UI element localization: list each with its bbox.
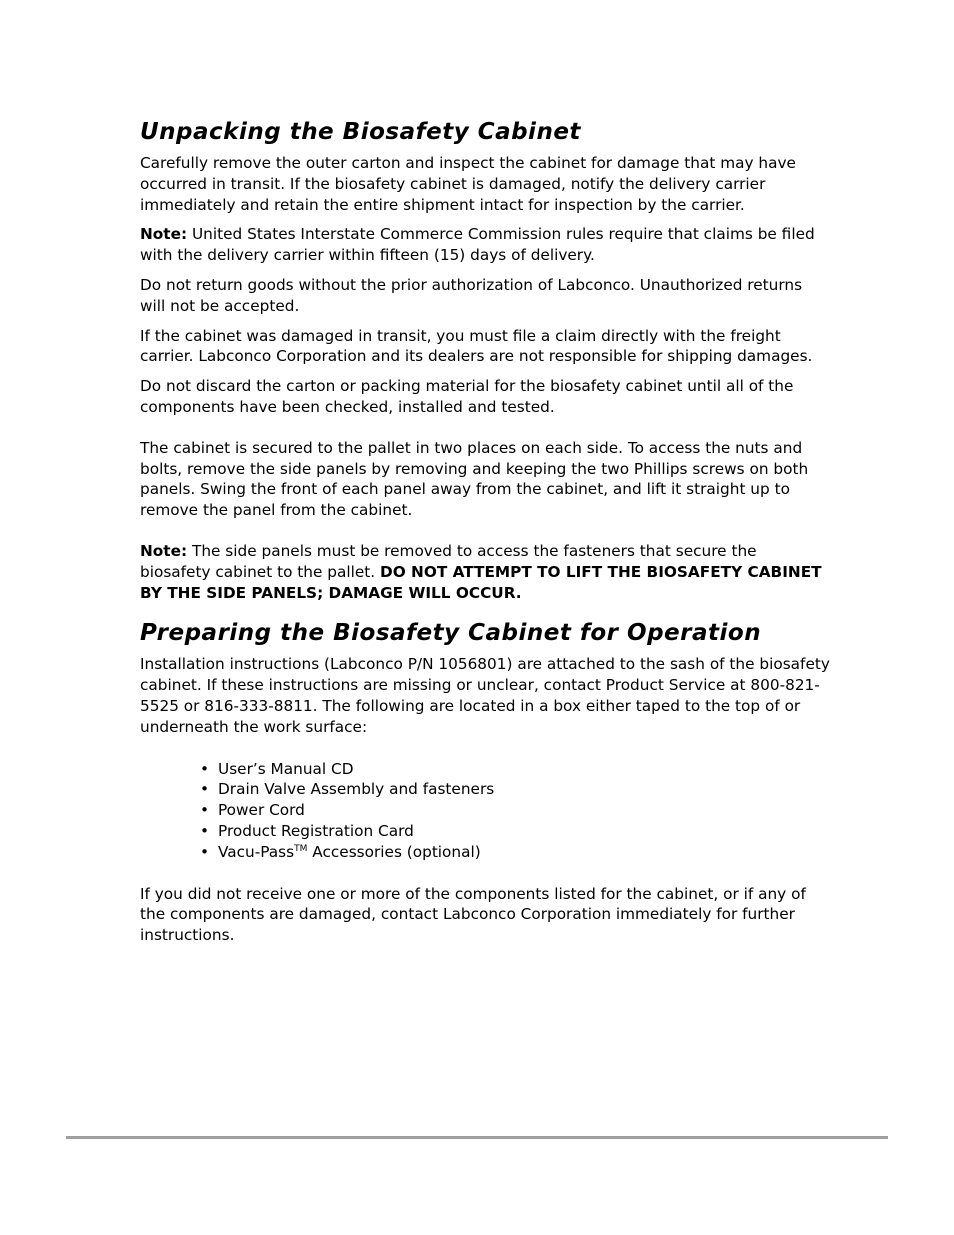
list-item xyxy=(200,800,830,821)
list-item xyxy=(200,759,830,780)
warning-text: DO NOT ATTEMPT TO LIFT THE BIOSAFETY CABINET BY THE SIDE PANELS; DAMAGE WILL OCCUR. xyxy=(140,562,822,602)
footer-divider xyxy=(66,1136,888,1139)
list-item-label-prefix: Vacu-Pass xyxy=(218,842,295,861)
list-item xyxy=(200,821,830,842)
trademark-mark: TM xyxy=(294,843,308,854)
note-text: United States Interstate Commerce Commission rules require that claims be filed with the delivery carrier within fifteen (15) days of delivery. xyxy=(140,225,815,265)
list-item-label: User’s Manual CD xyxy=(218,759,354,778)
bullet-icon: • xyxy=(200,842,210,861)
paragraph-discard-carton: Do not discard the carton or packing material for the biosafety cabinet until all of the components have been checked, installed and tested. xyxy=(140,377,794,416)
paragraph-note-claims xyxy=(140,224,830,266)
list-item-label: Drain Valve Assembly and fasteners xyxy=(218,780,495,799)
list-item xyxy=(200,842,830,863)
bullet-icon: • xyxy=(200,759,210,778)
bullet-icon: • xyxy=(200,801,210,820)
paragraph-installation-instructions: Installation instructions (Labconco P/N 1056801) are attached to the sash of the biosafety cabinet. If these instructions are missing or unclear, contact Product Service at 800-821-5525 or 816-333-8811. The following are located in a box either taped to the top of or underneath the work surface: xyxy=(140,655,830,736)
paragraph-returns: Do not return goods without the prior authorization of Labconco. Unauthorized returns will not be accepted. xyxy=(140,275,803,315)
list-item-label: Product Registration Card xyxy=(218,821,414,840)
list-item-label: Power Cord xyxy=(218,801,305,820)
section-heading-unpacking: Unpacking the Biosafety Cabinet xyxy=(140,119,581,145)
paragraph-freight-claim: If the cabinet was damaged in transit, you must file a claim directly with the freight carrier. Labconco Corporation and its dealers are not responsible for shipping damages. xyxy=(140,326,813,366)
note-label: Note: xyxy=(140,225,188,244)
bullet-icon: • xyxy=(200,780,210,799)
components-list xyxy=(140,759,830,863)
list-item-label-suffix: Accessories (optional) xyxy=(307,842,481,861)
paragraph-pallet-panels: The cabinet is secured to the pallet in two places on each side. To access the nuts and bolts, remove the side panels by removing and keeping the two Phillips screws on both panels. Swing the front of each panel away from the cabinet, and lift it straight up to remove the panel from the cabinet. xyxy=(140,438,809,520)
paragraph-missing-components: If you did not receive one or more of the components listed for the cabinet, or if any of the components are damaged, contact Labconco Corporation immediately for further instructions. xyxy=(140,884,806,945)
document-page xyxy=(140,118,830,955)
note-label: Note: xyxy=(140,541,188,560)
bullet-icon: • xyxy=(200,821,210,840)
paragraph-note-side-panels xyxy=(140,541,830,603)
section-heading-preparing: Preparing the Biosafety Cabinet for Operation xyxy=(140,620,762,647)
paragraph-inspect-damage: Carefully remove the outer carton and inspect the cabinet for damage that may have occurred in transit. If the biosafety cabinet is damaged, notify the delivery carrier immediately and retain the entire shipment intact for inspection by the carrier. xyxy=(140,154,796,214)
note-text: The side panels must be removed to access the fasteners that secure the biosafety cabinet to the pallet. xyxy=(140,541,757,581)
list-item xyxy=(200,779,830,800)
